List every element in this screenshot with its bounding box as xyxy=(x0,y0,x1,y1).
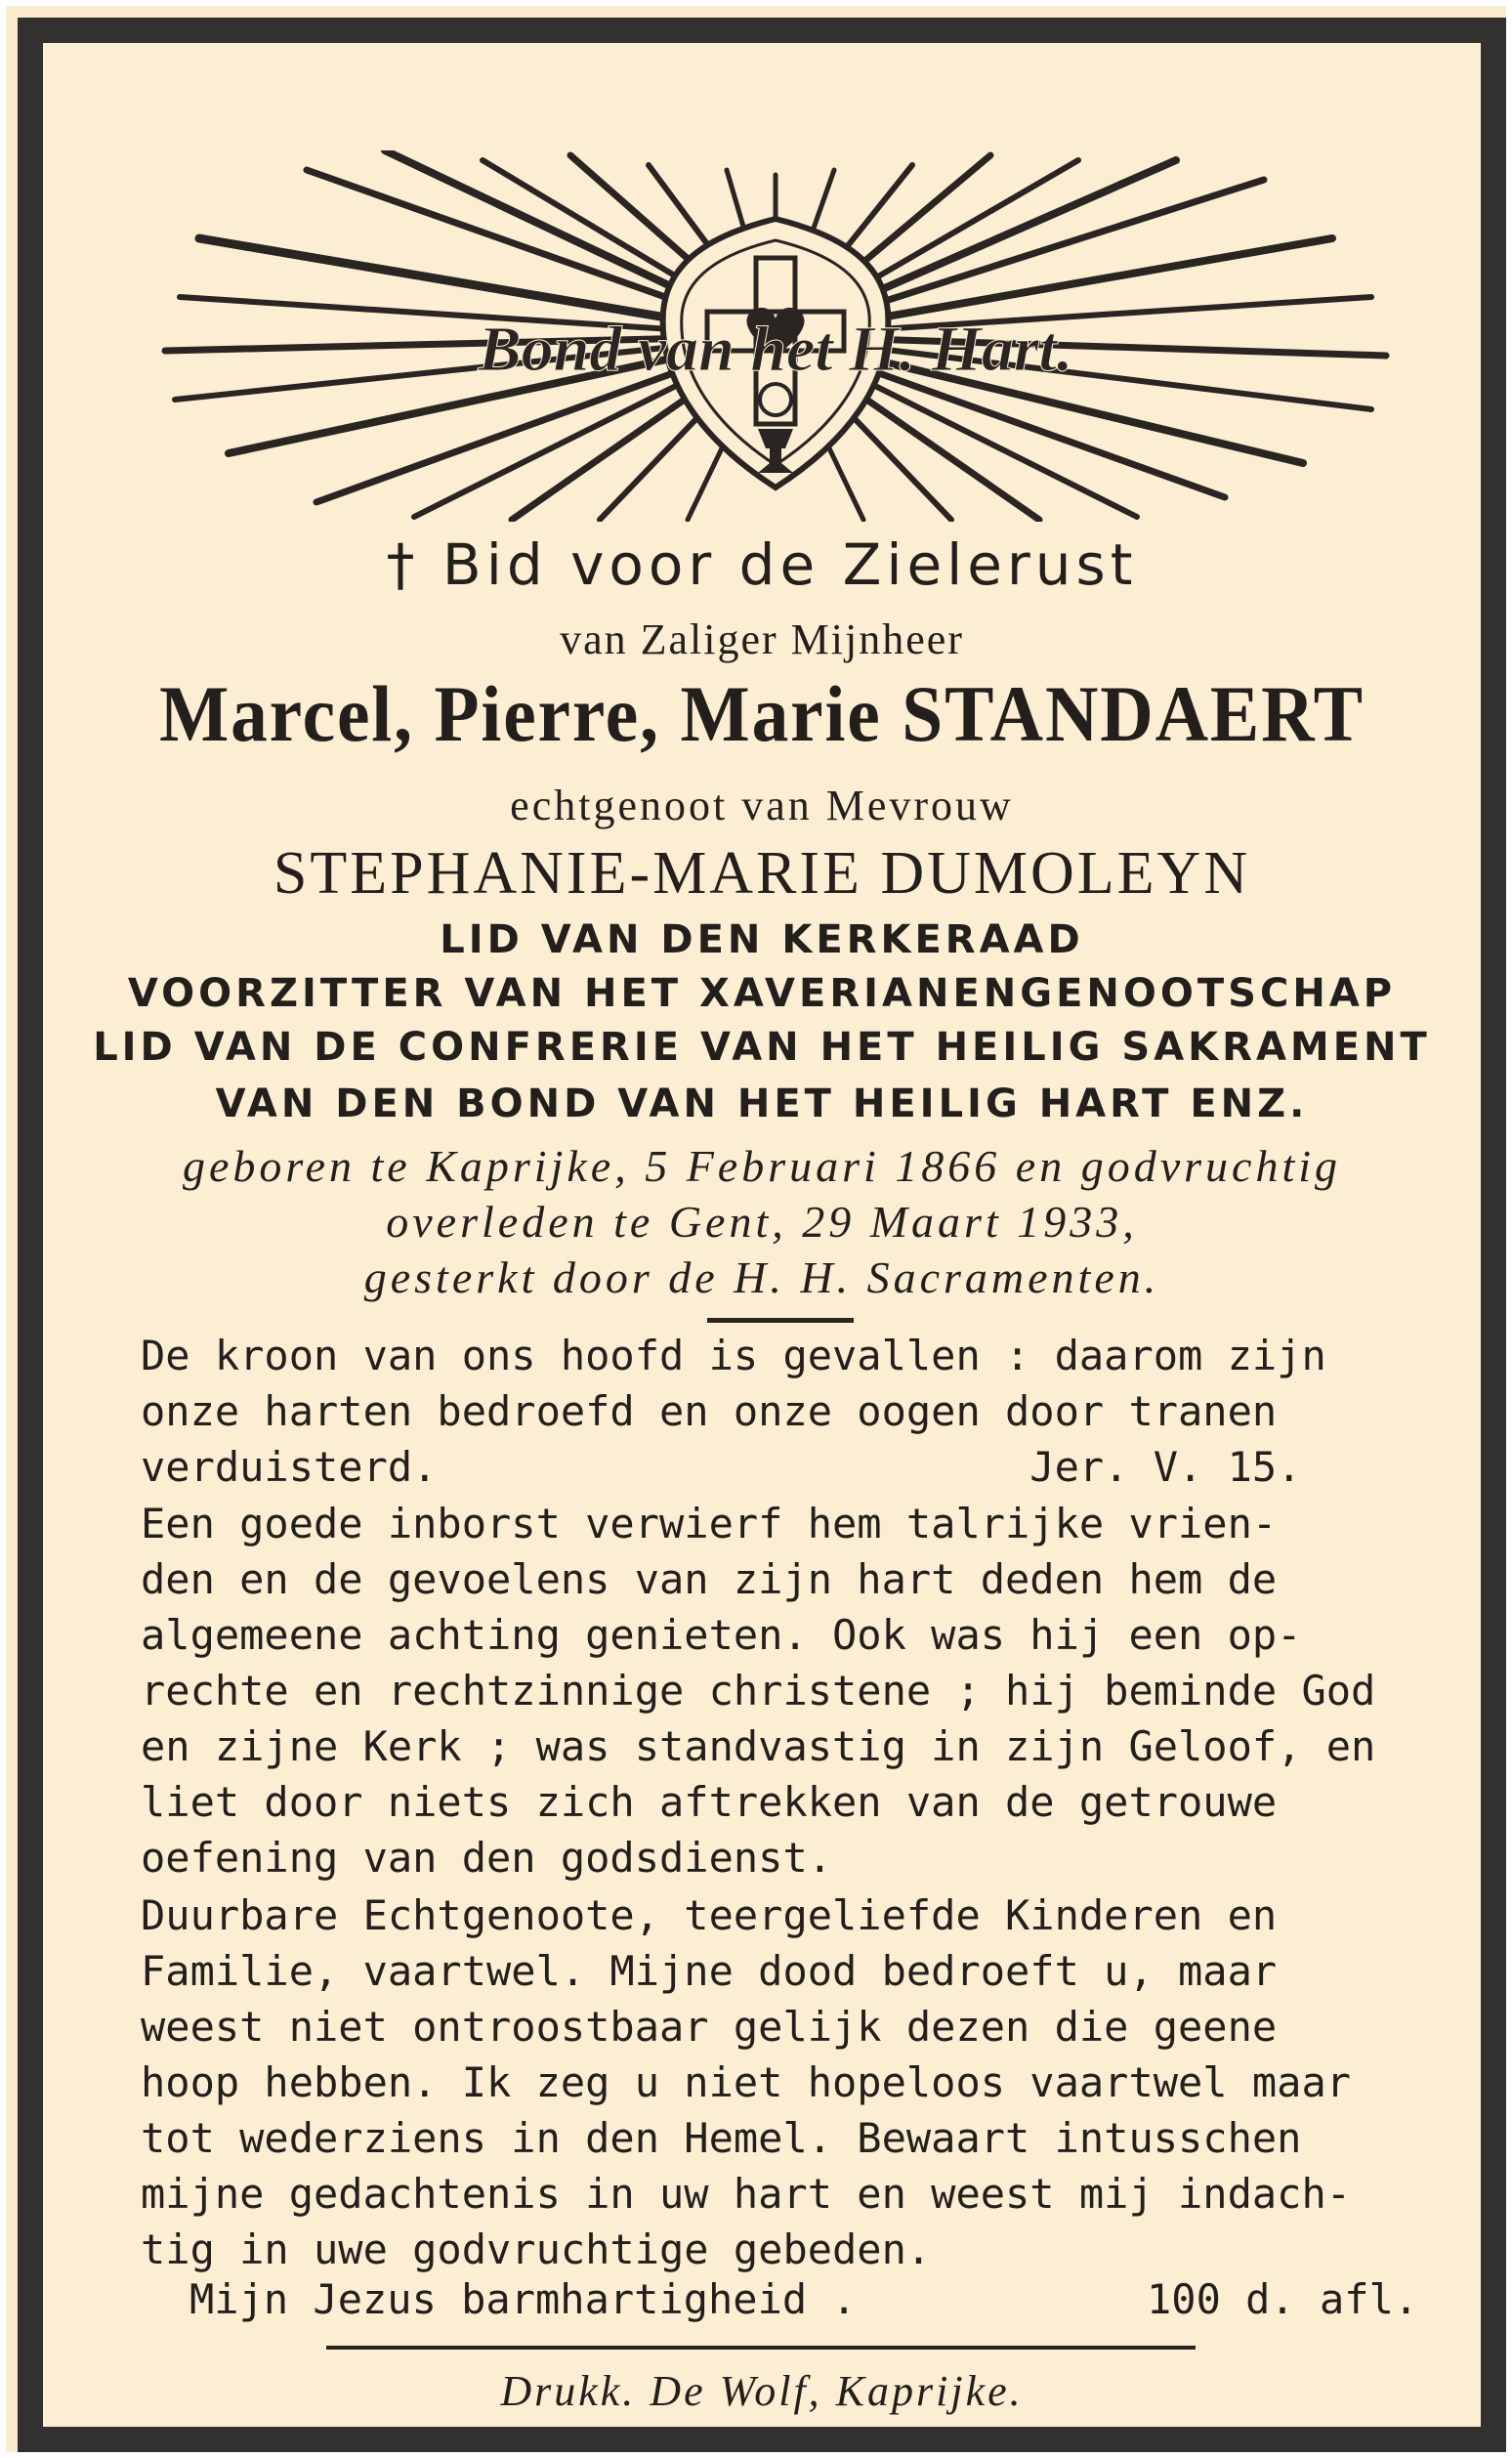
title-line: van Zaliger Mijnheer xyxy=(560,615,964,663)
divider xyxy=(707,1318,854,1323)
card-body xyxy=(43,43,1481,2427)
prayer-text: Bid voor de Zielerust xyxy=(441,531,1138,598)
deceased-name: Marcel, Pierre, Marie STANDAERT xyxy=(159,669,1365,758)
cross-glyph: † xyxy=(386,531,420,598)
footer-divider xyxy=(326,2346,1196,2350)
scripture-paragraph xyxy=(141,1328,1410,1495)
emblem-motto: Bond van het H. Hart. xyxy=(478,314,1073,385)
death-line: overleden te Gent, 29 Maart 1933, xyxy=(386,1197,1138,1247)
text-line: verduisterd. Jer. V. 15. xyxy=(141,1443,1302,1491)
invocation: Mijn Jezus barmhartigheid . xyxy=(189,2275,857,2323)
black-mourning-border xyxy=(18,18,1506,2452)
birth-line: geboren te Kaprijke, 5 Februari 1866 en godvruchtig xyxy=(182,1141,1341,1191)
text-line: Duurbare Echtgenoote, teergeliefde Kinderen en xyxy=(141,1891,1278,1939)
text-line: weest niet ontroostbaar gelijk dezen die geene xyxy=(141,2003,1278,2051)
text-line: liet door niets zich aftrekken van de getrouwe xyxy=(141,1778,1278,1826)
text-line: den en de gevoelens van zijn hart deden hem de xyxy=(141,1555,1278,1603)
text-line: rechte en rechtzinnige christene ; hij beminde God xyxy=(141,1667,1376,1715)
printer-credit: Drukk. De Wolf, Kaprijke. xyxy=(500,2367,1024,2415)
spouse-intro: echtgenoot van Mevrouw xyxy=(510,782,1014,829)
indulgence-note: 100 d. afl. xyxy=(1147,2275,1419,2323)
text-line: Een goede inborst verwierf hem talrijke vrien- xyxy=(141,1500,1278,1547)
text-line: algemeene achting genieten. Ook was hij een op- xyxy=(141,1611,1302,1659)
eulogy-paragraph xyxy=(141,1496,1410,1886)
text-line: hoop hebben. Ik zeg u niet hopeloos vaartwel maar xyxy=(141,2058,1352,2106)
text-line: tig in uwe godvruchtige gebeden. xyxy=(141,2225,932,2273)
sacraments-line: gesterkt door de H. H. Sacramenten. xyxy=(363,1252,1160,1302)
text-line: oefening van den godsdienst. xyxy=(141,1834,833,1882)
function-line: LID VAN DEN KERKERAAD xyxy=(440,917,1084,962)
farewell-paragraph xyxy=(141,1887,1410,2277)
text-line: en zijne Kerk ; was standvastig in zijn Geloof, en xyxy=(141,1722,1376,1770)
text-line: De kroon van ons hoofd is gevallen : daarom zijn xyxy=(141,1332,1326,1379)
spouse-name: STEPHANIE-MARIE DUMOLEYN xyxy=(273,840,1251,907)
function-line: VOORZITTER VAN HET XAVERIANENGENOOTSCHAP xyxy=(127,971,1397,1016)
function-line: VAN DEN BOND VAN HET HEILIG HART ENZ. xyxy=(215,1081,1309,1126)
memorial-card xyxy=(6,6,1506,2452)
text-line: tot wederziens in den Hemel. Bewaart intusschen xyxy=(141,2114,1302,2162)
prayer-line xyxy=(43,531,1481,598)
function-line: LID VAN DE CONFRERIE VAN HET HEILIG SAKRAMENT xyxy=(93,1025,1431,1070)
text-line: onze harten bedroefd en onze oogen door tranen xyxy=(141,1387,1278,1435)
text-line: Familie, vaartwel. Mijne dood bedroeft u, maar xyxy=(141,1947,1278,1995)
sacred-heart-emblem xyxy=(160,150,1391,522)
text-line: mijne gedachtenis in uw hart en weest mij indach- xyxy=(141,2170,1352,2218)
